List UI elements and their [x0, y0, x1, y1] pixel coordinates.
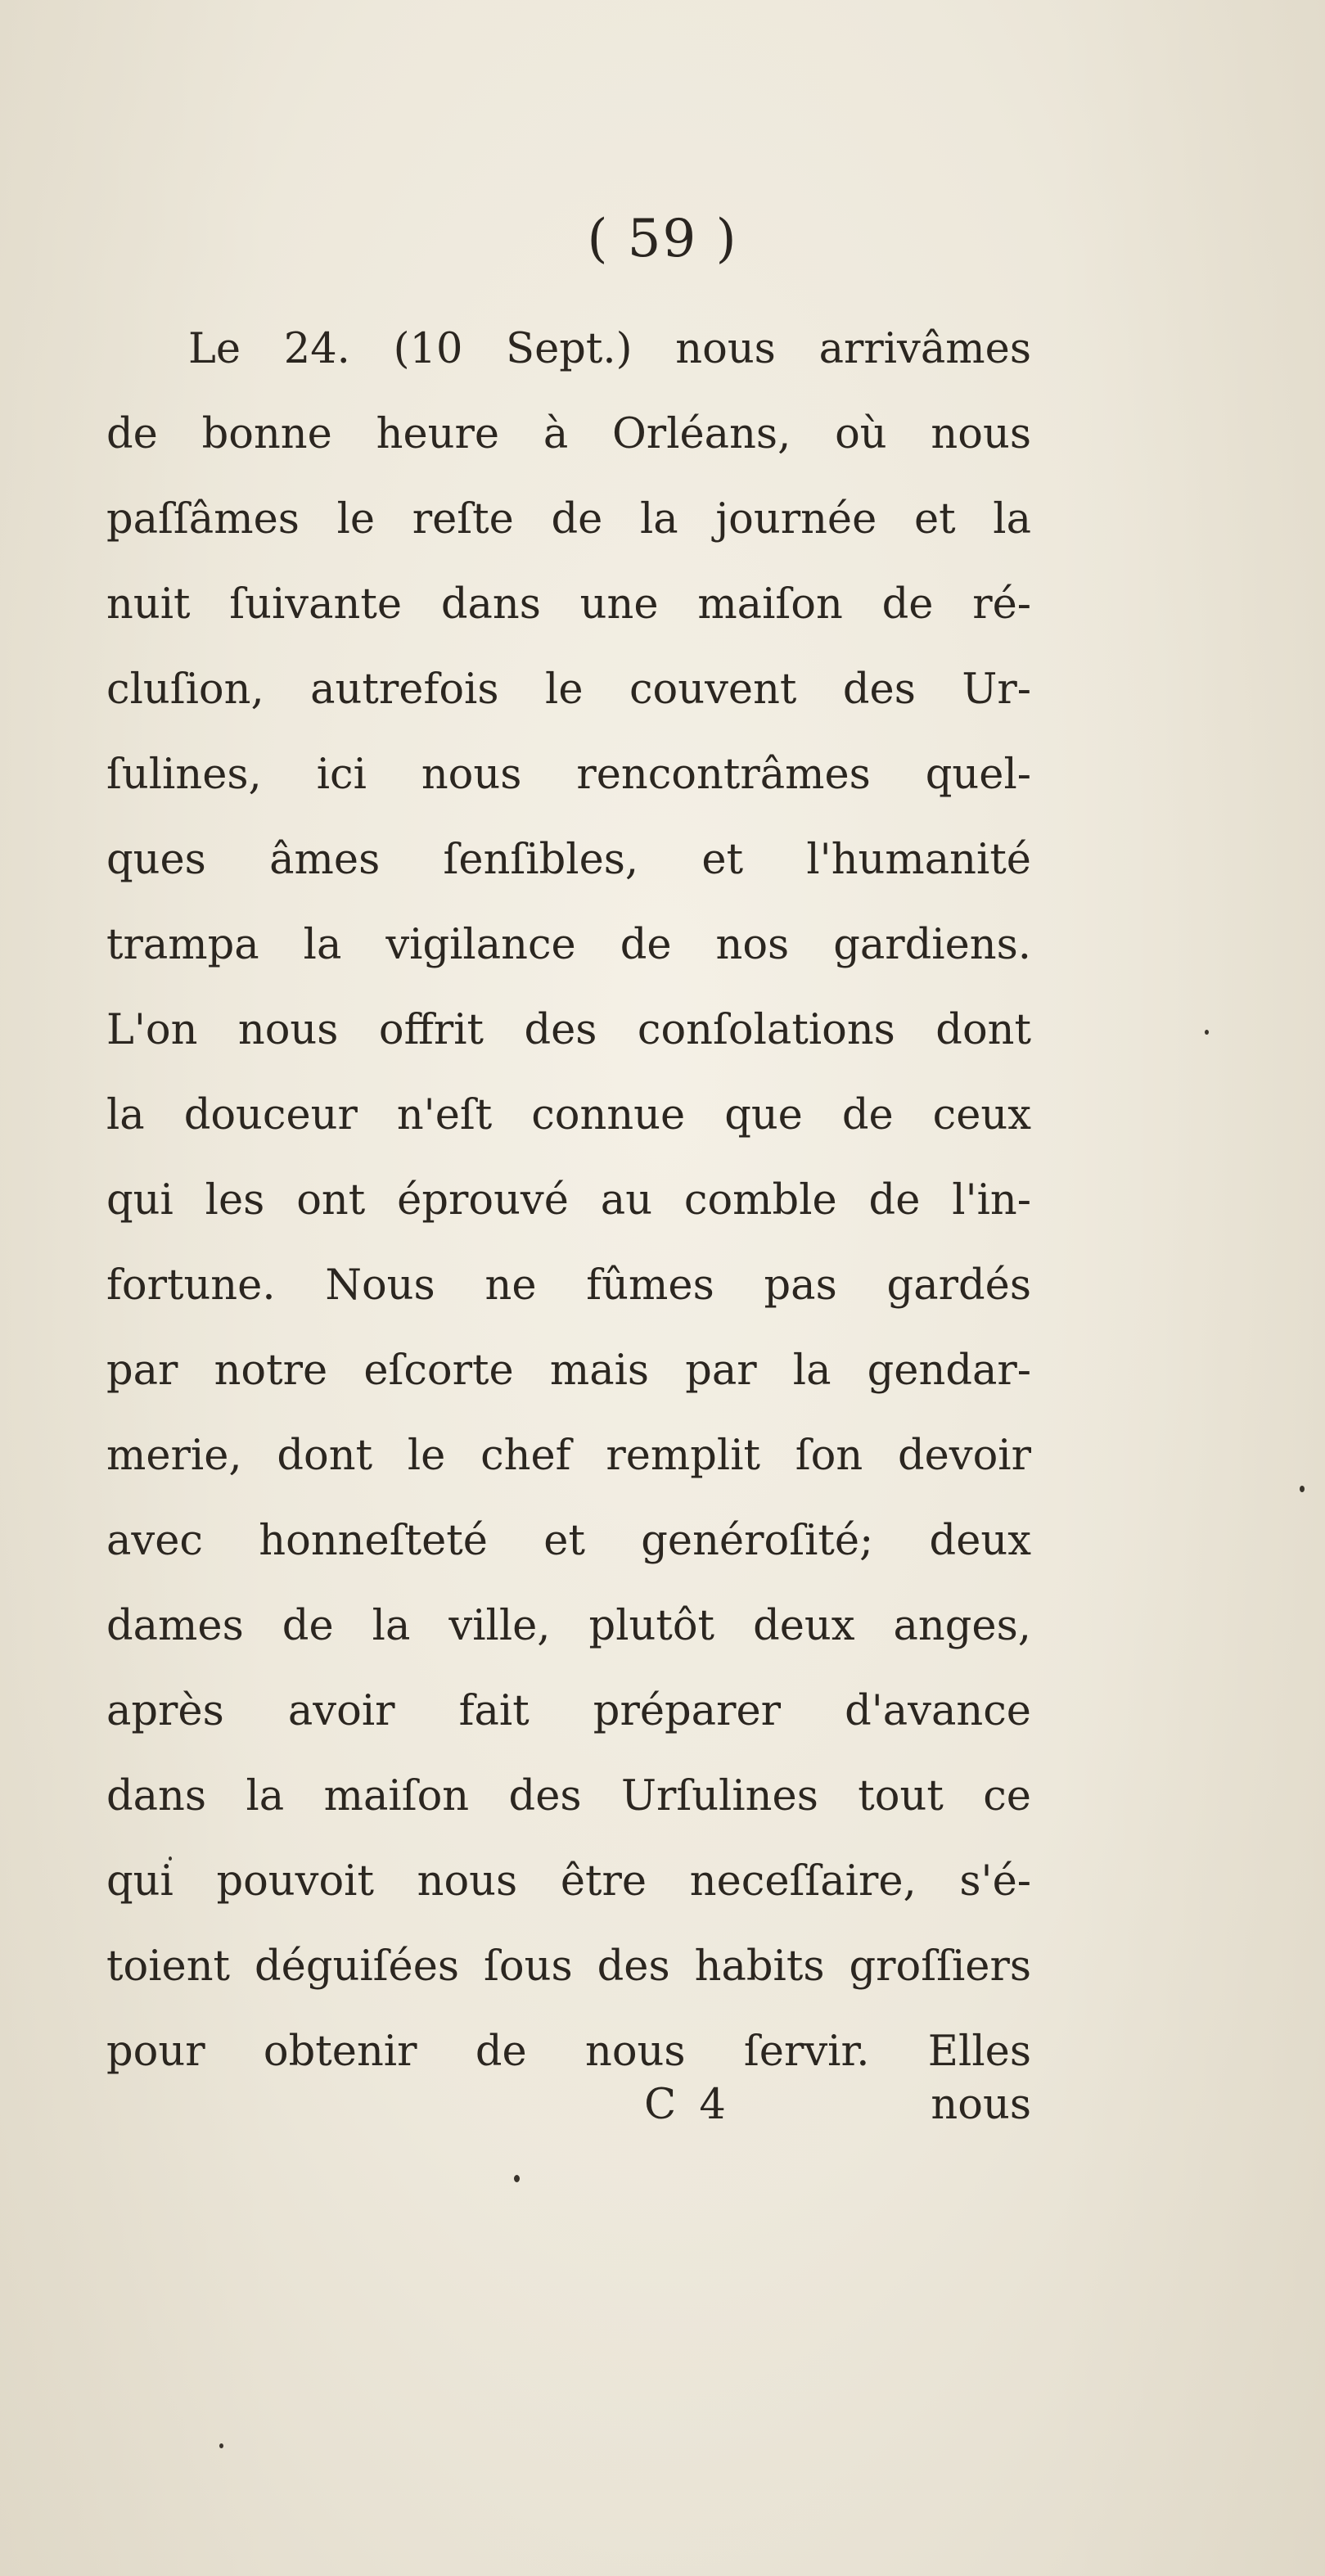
text-line: dans la maiſon des Urſulines tout ce: [106, 1772, 1031, 1820]
text-line: pour obtenir de nous ſervir. Elles: [106, 2028, 1031, 2076]
text-line: la douceur n'eſt connue que de ceux: [106, 1091, 1031, 1139]
body-text: [106, 307, 1031, 2095]
catchword: nous: [931, 2081, 1031, 2129]
text-line: dames de la ville, plutôt deux anges,: [106, 1602, 1031, 1650]
text-line: ſulines, ici nous rencontrâmes quel-: [106, 751, 1031, 799]
text-line: de bonne heure à Orléans, où nous: [106, 410, 1031, 458]
page-footer: [106, 2063, 1031, 2148]
text-line: toient déguiſées ſous des habits groſſiers: [106, 1942, 1031, 1991]
text-line: L'on nous offrit des conſolations dont: [106, 1006, 1031, 1054]
text-line: par notre eſcorte mais par la gendar-: [106, 1347, 1031, 1395]
ink-speck: [1205, 1030, 1209, 1035]
text-line: merie, dont le chef remplit ſon devoir: [106, 1432, 1031, 1480]
text-line: trampa la vigilance de nos gardiens.: [106, 921, 1031, 969]
text-line: cluſion, autrefois le couvent des Ur-: [106, 665, 1031, 714]
ink-speck: [219, 2443, 223, 2448]
text-line: après avoir fait préparer d'avance: [106, 1687, 1031, 1735]
text-line: Le 24. (10 Sept.) nous arrivâmes: [188, 325, 1031, 373]
text-line: nuit ſuivante dans une maiſon de ré-: [106, 580, 1031, 629]
signature-mark: C 4: [644, 2081, 731, 2129]
text-line: qui pouvoit nous être neceſſaire, s'é-: [106, 1857, 1031, 1906]
ink-speck: [514, 2175, 520, 2182]
text-line: fortune. Nous ne fûmes pas gardés: [106, 1261, 1031, 1310]
ink-speck: [1300, 1486, 1305, 1492]
text-line: avec honneſteté et genéroſité; deux: [106, 1517, 1031, 1565]
text-line: paſſâmes le reſte de la journée et la: [106, 495, 1031, 544]
text-line: qui les ont éprouvé au comble de l'in-: [106, 1176, 1031, 1225]
page-number: ( 59 ): [587, 209, 738, 269]
text-line: ques âmes ſenſibles, et l'humanité: [106, 836, 1031, 884]
